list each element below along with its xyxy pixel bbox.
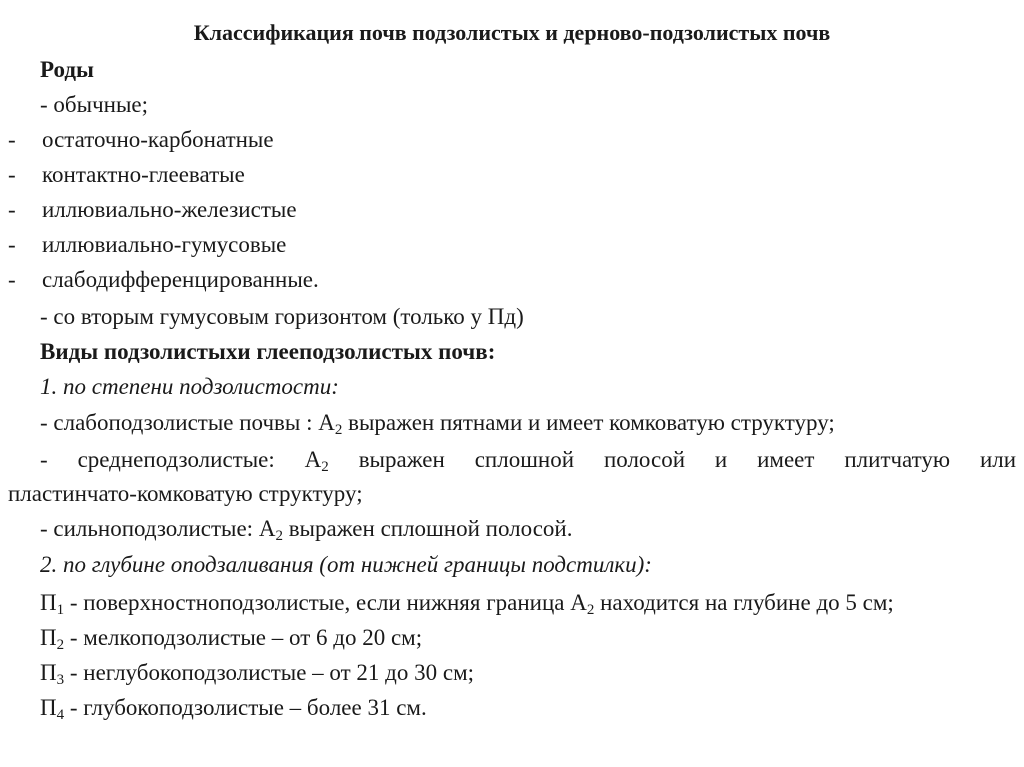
list-item-text: слабодифференцированные. xyxy=(42,267,319,292)
list-dash: - xyxy=(8,197,16,222)
word: выражен xyxy=(358,447,445,472)
medium-podzolic-continuation: пластинчато-комковатую структуру; xyxy=(8,481,363,506)
word: сплошной xyxy=(474,447,575,472)
subscript: 2 xyxy=(56,637,65,653)
depth-symbol: П xyxy=(40,625,57,650)
list-item-text: иллювиально-гумусовые xyxy=(42,232,287,257)
depth-text: - мелкоподзолистые – от 6 до 20 см; xyxy=(64,625,423,650)
word: - xyxy=(40,447,48,472)
horizon-symbol: А xyxy=(304,447,322,472)
genera-item-ordinary: - обычные; xyxy=(40,92,148,117)
list-item-text: остаточно-карбонатные xyxy=(42,127,274,152)
subscript: 2 xyxy=(275,528,283,544)
document-title: Классификация почв подзолистых и дерново-подзолистых почв xyxy=(193,20,831,45)
genera-list-item xyxy=(8,196,297,224)
list-dash: - xyxy=(8,267,16,292)
genera-item-second-humus: - со вторым гумусовым горизонтом (только у Пд) xyxy=(40,304,524,329)
species-heading: Виды подзолистыхи глееподзолистых почв: xyxy=(40,339,496,364)
depth-symbol: П xyxy=(40,660,57,685)
depth-text: - поверхностноподзолистые, если нижняя граница А xyxy=(64,590,587,615)
word: среднеподзолистые: xyxy=(77,447,275,472)
word: или xyxy=(980,447,1017,472)
strong-text-rest: выражен сплошной полосой. xyxy=(282,516,573,541)
genera-list-item xyxy=(8,231,286,259)
weak-podzolic-line xyxy=(40,409,835,437)
depth-item xyxy=(40,694,427,722)
genera-heading: Роды xyxy=(40,57,94,82)
list-dash: - xyxy=(8,162,16,187)
word: плитчатую xyxy=(844,447,951,472)
list-dash: - xyxy=(8,232,16,257)
depth-item xyxy=(40,589,894,617)
strong-text: - сильноподзолистые: А xyxy=(40,516,276,541)
weak-text: - слабоподзолистые почвы : А xyxy=(40,410,335,435)
depth-text-tail: находится на глубине до 5 см; xyxy=(594,590,894,615)
word: имеет xyxy=(757,447,815,472)
depth-text: - неглубокоподзолистые – от 21 до 30 см; xyxy=(64,660,475,685)
section2-heading: 2. по глубине оподзаливания (от нижней границы подстилки): xyxy=(40,552,652,577)
depth-symbol: П xyxy=(40,695,57,720)
depth-symbol: П xyxy=(40,590,57,615)
subscript: 1 xyxy=(56,602,65,618)
subscript: 2 xyxy=(586,602,595,618)
subscript: 2 xyxy=(321,459,329,475)
medium-podzolic-line xyxy=(40,446,1016,474)
subscript: 3 xyxy=(56,672,65,688)
genera-list-item xyxy=(8,266,319,294)
subscript: 2 xyxy=(334,422,343,438)
genera-list-item xyxy=(8,161,245,189)
list-item-text: иллювиально-железистые xyxy=(42,197,297,222)
depth-item xyxy=(40,659,474,687)
list-dash: - xyxy=(8,127,16,152)
subscript: 4 xyxy=(56,707,65,723)
genera-list-item xyxy=(8,126,274,154)
word: полосой xyxy=(603,447,686,472)
depth-item xyxy=(40,624,422,652)
weak-text-rest: выражен пятнами и имеет комковатую структуру; xyxy=(342,410,835,435)
depth-text: - глубокоподзолистые – более 31 см. xyxy=(64,695,427,720)
word xyxy=(304,447,329,475)
section1-heading: 1. по степени подзолистости: xyxy=(40,374,339,399)
word: и xyxy=(714,447,728,472)
strong-podzolic-line xyxy=(40,515,572,543)
list-item-text: контактно-глееватые xyxy=(42,162,245,187)
